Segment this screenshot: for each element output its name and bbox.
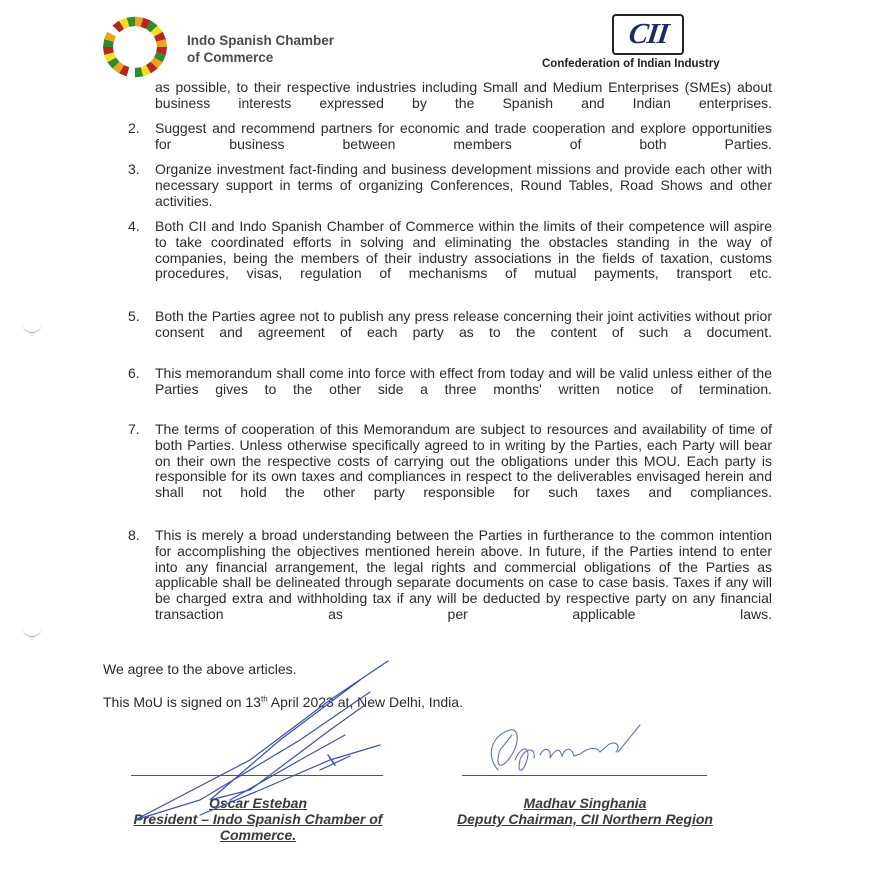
cii-logo-text: CII [626,18,670,50]
left-signatory-title-cont: Commerce. [219,827,297,843]
article-number: 3. [128,161,140,177]
right-signature-line [462,775,707,776]
article-number: 8. [128,527,140,543]
signing-date-location [103,694,463,710]
article-text: Both CII and Indo Spanish Chamber of Commerce within the limits of their competence will aspire to take coordinated efforts in solving and eliminating the obstacles standing in the way of companies, being the members of their industry associations in the fields of taxation, customs procedures, visas, regulation of mechanisms of mutual payments, transport etc. [155,218,772,282]
left-signatory [108,795,408,843]
left-signatory-title: President – Indo Spanish Chamber of [133,811,383,827]
right-signatory [430,795,740,827]
article-item [128,528,772,639]
cii-logo [612,14,684,55]
article-item [128,366,772,413]
signed-prefix: This MoU is signed on 13 [103,694,261,710]
left-signatory-name: Oscar Esteban [208,795,308,811]
article-number: 2. [128,120,140,136]
article-text: Suggest and recommend partners for economic and trade cooperation and explore opportunities for business between members of both Parties. [155,120,772,152]
left-signature-line [131,775,383,776]
iscc-ring-logo-icon [100,15,170,79]
punch-hole-mark [22,626,42,637]
date-ordinal: th [260,694,268,704]
article-item [128,309,772,356]
article-text: The terms of cooperation of this Memorandum are subject to resources and availability of time of both Parties. Unless otherwise specifically agreed to in writing by the Parties, each Party will bear on their own the respective costs of carrying out the obligations under this MOU. Each party is responsible for its own taxes and compliances in respect to the deliverables envisaged herein and shall not hold the other party responsible for such taxes and compliances. [155,421,772,501]
article-text: This memorandum shall come into force with effect from today and will be valid unless either of the Parties gives to the other side a three months' written notice of termination. [155,365,772,397]
cii-org-name: Confederation of Indian Industry [542,58,720,70]
article-item [128,219,772,298]
article-text: Both the Parties agree not to publish any press release concerning their joint activities without prior consent and agreement of each party as to the content of such a document. [155,308,772,340]
right-signatory-name: Madhav Singhania [523,795,647,811]
iscc-org-name [187,32,334,66]
article-number: 7. [128,421,140,437]
article-text: This is merely a broad understanding between the Parties in furtherance to the common intention for accomplishing the objectives mentioned herein above. In future, if the Parties intend to enter into any financial arrangement, the legal rights and commercial obligations of the Parties as applicable shall be delineated through separate documents on case to case basis. Taxes if any will be charged extra and withholding tax if any will be deducted by respective party on any financial transaction as per applicable laws. [155,527,772,622]
article-item [128,162,772,225]
article-number: 6. [128,365,140,381]
punch-hole-mark [22,322,42,333]
right-signature-scribble-icon [491,725,640,770]
signed-suffix: April 2023 at, New Delhi, India. [267,694,463,710]
article-1-continuation: as possible, to their respective industries including Small and Medium Enterprises (SMEs) about business interests expressed by the Spanish and Indian enterprises. [155,79,772,111]
agreement-statement: We agree to the above articles. [103,661,297,677]
letterhead [0,0,875,78]
article-number: 5. [128,308,140,324]
article-text: Organize investment fact-finding and business development missions and provide each other with necessary support in terms of organizing Conferences, Round Tables, Road Shows and other activities. [155,161,772,209]
article-number: 4. [128,218,140,234]
article-item [128,422,772,517]
right-signatory-title: Deputy Chairman, CII Northern Region [457,811,713,827]
iscc-name-line2: of Commerce [187,50,274,65]
iscc-name-line1: Indo Spanish Chamber [187,33,335,48]
